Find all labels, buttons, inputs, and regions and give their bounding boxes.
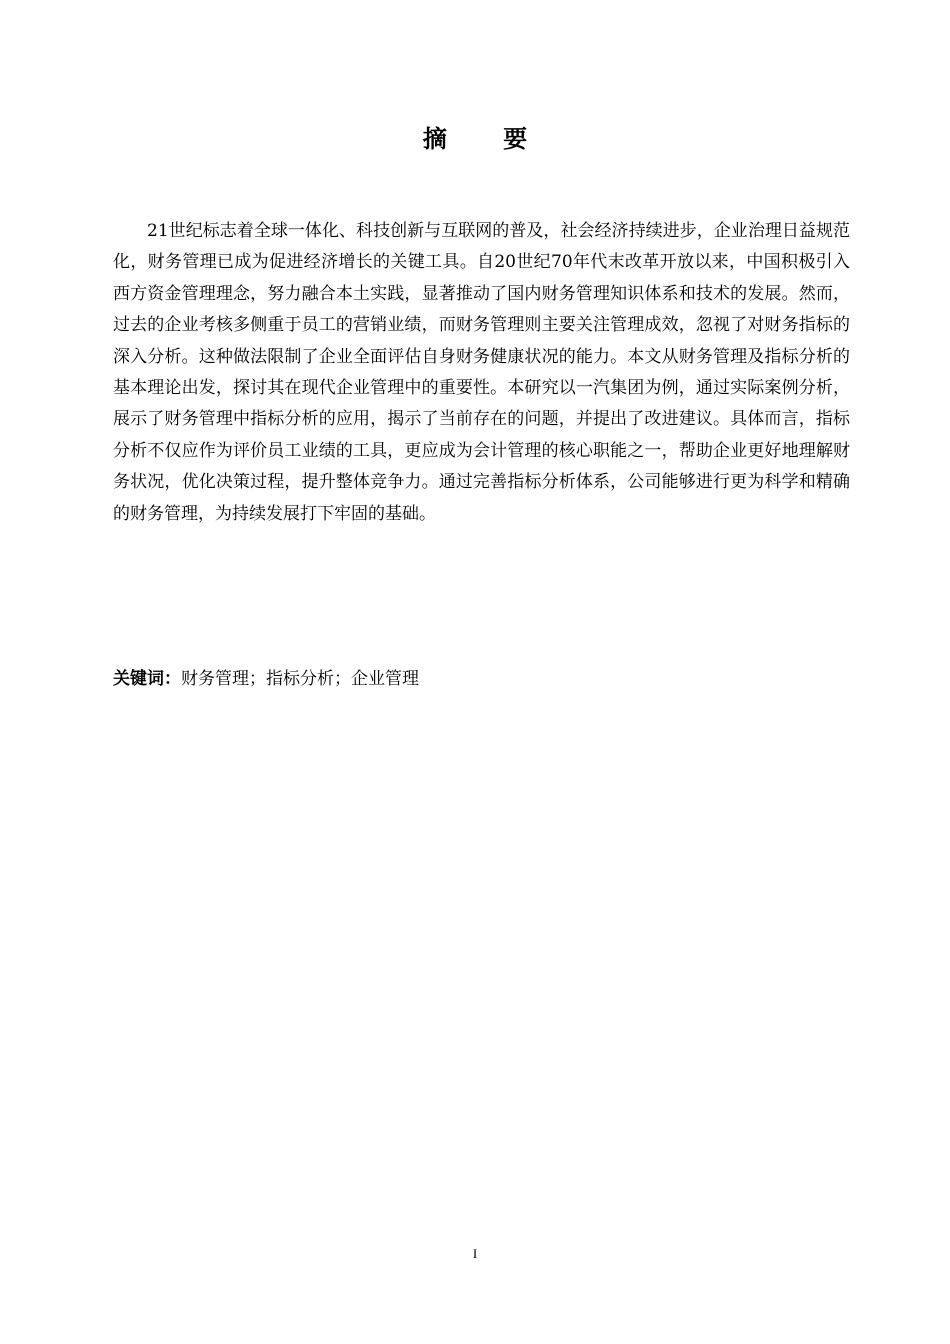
keywords-line (113, 664, 850, 694)
page-number: I (472, 1246, 478, 1261)
abstract-title: 摘 要 (422, 124, 552, 153)
keywords-label: 关键词： (113, 669, 181, 689)
keywords-text: 财务管理；指标分析；企业管理 (181, 669, 419, 689)
abstract-body: 21世纪标志着全球一体化、科技创新与互联网的普及，社会经济持续进步，企业治理日益规范化，财务管理已成为促进经济增长的关键工具。自20世纪70年代末改革开放以来，中国积极引入西方资金管理理念，努力融合本土实践，显著推动了国内财务管理知识体系和技术的发展。然而，过去的企业考核多侧重于员工的营销业绩，而财务管理则主要关注管理成效，忽视了对财务指标的深入分析。这种做法限制了企业全面评估自身财务健康状况的能力。本文从财务管理及指标分析的基本理论出发，探讨其在现代企业管理中的重要性。本研究以一汽集团为例，通过实际案例分析，展示了财务管理中指标分析的应用，揭示了当前存在的问题，并提出了改进建议。具体而言，指标分析不仅应作为评价员工业绩的工具，更应成为会计管理的核心职能之一，帮助企业更好地理解财务状况，优化决策过程，提升整体竞争力。通过完善指标分析体系，公司能够进行更为科学和精确的财务管理，为持续发展打下牢固的基础。 (113, 221, 850, 524)
